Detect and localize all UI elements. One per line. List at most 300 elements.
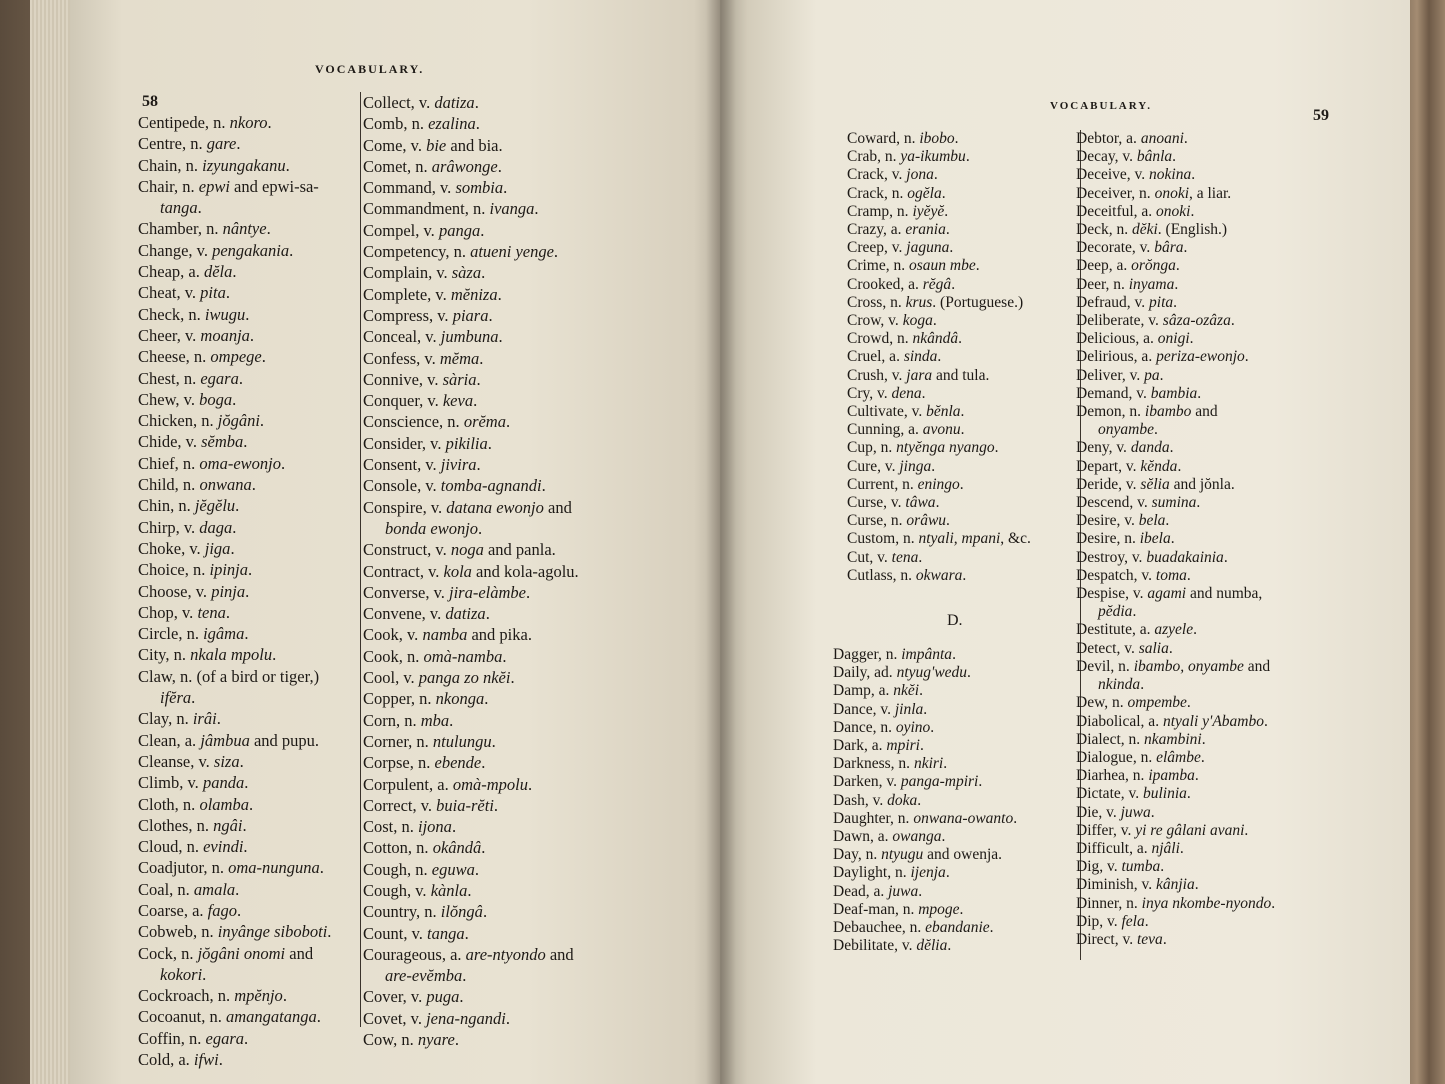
entry-gloss: teva	[1136, 930, 1163, 948]
entry-headword: Cross, n.	[847, 293, 906, 311]
entry-tail: .	[487, 433, 492, 453]
entry-tail: .	[510, 668, 515, 688]
entry-headword: Dialect, n.	[1076, 730, 1145, 748]
vocab-entry	[847, 130, 1082, 148]
entry-tail: .	[931, 457, 936, 475]
vocab-entry	[833, 901, 1073, 919]
entry-headword: Corner, n.	[363, 731, 433, 751]
entry-gloss: nkonga	[435, 689, 485, 709]
entry-tail: .	[1183, 130, 1188, 147]
entry-tail: .	[319, 858, 324, 878]
entry-headword: Connive, v.	[363, 369, 443, 389]
entry-headword: Cold, a.	[138, 1050, 194, 1070]
entry-gloss: ifwi	[193, 1050, 219, 1070]
vocab-entry	[833, 737, 1073, 755]
entry-gloss: mĕniza	[450, 284, 498, 304]
vocab-entry	[138, 176, 366, 197]
vocab-entry	[363, 795, 653, 816]
vocab-entry	[138, 900, 366, 921]
vocab-entry	[138, 921, 366, 942]
entry-headword: Desire, n.	[1076, 530, 1140, 548]
entry-headword: Covet, v.	[363, 1008, 427, 1028]
vocab-entry	[138, 794, 366, 815]
entry-gloss: okândâ	[432, 838, 482, 858]
entry-gloss: tâwa	[905, 494, 936, 512]
entry-headword: Compress, v.	[363, 305, 453, 325]
entry-tail: .	[218, 1050, 223, 1070]
entry-gloss: ntyali y'Abambo	[1162, 712, 1264, 730]
vocab-entry	[1076, 494, 1356, 512]
vocab-entry	[1076, 822, 1356, 840]
vocab-entry	[1076, 749, 1356, 767]
entry-headword: Competency, n.	[363, 242, 471, 262]
entry-tail: .	[1172, 148, 1177, 166]
entry-headword: Dance, n.	[833, 718, 896, 736]
vocab-entry	[1076, 330, 1356, 348]
entry-gloss: bela	[1138, 512, 1166, 530]
entry-gloss: keva	[442, 391, 474, 411]
vocab-entry	[1076, 312, 1356, 330]
entry-gloss: koga	[902, 312, 933, 330]
entry-gloss: ibambo, onyambe	[1133, 657, 1244, 675]
entry-headword: Dark, a.	[833, 737, 887, 755]
entry-headword: Cheap, a.	[138, 262, 204, 282]
entry-gloss: atueni yenge	[470, 242, 554, 262]
entry-gloss: ntyĕnga nyango	[896, 439, 995, 457]
entry-gloss: salia	[1138, 639, 1169, 657]
vocab-entry	[1076, 385, 1356, 403]
entry-tail: .	[975, 257, 980, 275]
vocab-entry	[138, 644, 366, 665]
entry-gloss: oyino	[895, 718, 931, 736]
vocab-entry	[1076, 567, 1356, 585]
entry-gloss: ijenja	[910, 864, 946, 882]
vocab-entry	[1076, 804, 1356, 822]
entry-tail: .	[921, 384, 926, 402]
entry-headword: Chin, n.	[138, 496, 195, 516]
entry-tail: .	[1162, 930, 1167, 948]
entry-headword: Conquer, v.	[363, 391, 443, 411]
entry-gloss: pita	[1149, 293, 1174, 311]
entry-gloss: bie	[426, 135, 447, 155]
entry-tail: .	[232, 262, 237, 282]
entry-tail: .	[1165, 512, 1170, 530]
vocab-entry	[363, 177, 653, 198]
entry-headword: Crack, n.	[847, 184, 908, 202]
entry-tail: .	[481, 753, 486, 773]
vocab-entry	[138, 602, 366, 623]
entry-gloss: pĕdia	[1098, 603, 1133, 621]
entry-tail: .	[945, 864, 950, 882]
entry-headword: Crab, n.	[847, 148, 901, 166]
entry-headword: Daily, ad.	[833, 664, 897, 682]
entry-tail: .	[202, 964, 207, 984]
entry-headword: Cloud, n.	[138, 837, 204, 857]
vocab-entry	[363, 475, 653, 496]
entry-headword: Depart, v.	[1076, 457, 1141, 475]
entry-headword: Comb, n.	[363, 114, 429, 134]
entry-gloss: pita	[200, 283, 226, 303]
entry-headword: Die, v.	[1076, 803, 1121, 821]
vocab-entry	[363, 901, 653, 922]
entry-tail: .	[449, 710, 454, 730]
entry-headword: Darken, v.	[833, 773, 901, 791]
entry-gloss: periza-ewonjo	[1156, 348, 1245, 366]
entry-gloss: agami	[1147, 585, 1187, 603]
entry-gloss: bânla	[1136, 148, 1173, 166]
entry-gloss: jŏgâni onomi	[197, 943, 286, 963]
vocab-entry	[138, 495, 366, 516]
entry-gloss: iwugu	[204, 304, 246, 324]
vocab-entry	[138, 389, 366, 410]
vocab-entry	[363, 944, 653, 965]
entry-gloss: sĕmba	[201, 432, 244, 452]
entry-headword: Defraud, v.	[1076, 293, 1150, 311]
entry-tail: .	[1186, 694, 1191, 712]
entry-headword: Choke, v.	[138, 538, 205, 558]
vocab-entry	[833, 719, 1073, 737]
entry-gloss: sâza-ozâza	[1162, 312, 1231, 330]
vocab-entry	[363, 92, 653, 113]
entry-gloss: nkambini	[1144, 730, 1202, 748]
entry-tail: .	[917, 791, 922, 809]
vocab-entry	[363, 198, 653, 219]
entry-gloss: ya-ikumbu	[900, 148, 966, 166]
entry-gloss: ezalina	[428, 114, 476, 134]
entry-gloss: onwana	[199, 475, 252, 495]
entry-tail: .	[941, 184, 946, 202]
entry-tail: .	[1194, 767, 1199, 785]
entry-tail: .	[960, 403, 965, 421]
entry-headword: Creep, v.	[847, 239, 907, 257]
entry-tail: .	[941, 828, 946, 846]
entry-tail: .	[918, 882, 923, 900]
entry-gloss: nkala mpolu	[190, 645, 273, 665]
vocab-entry	[363, 113, 653, 134]
entry-headword: Custom, n.	[847, 530, 919, 548]
vocab-entry	[138, 708, 366, 729]
entry-tail: and kola-agolu.	[471, 561, 579, 581]
entry-tail: . (Portuguese.)	[932, 293, 1024, 311]
vocab-column-d	[1076, 130, 1356, 949]
entry-headword: Complete, v.	[363, 284, 451, 304]
entry-headword: Delicious, a.	[1076, 330, 1158, 348]
vocab-entry	[138, 879, 366, 900]
entry-gloss: njâli	[1151, 839, 1180, 857]
entry-tail: .	[525, 582, 531, 602]
entry-headword: Compel, v.	[363, 220, 439, 240]
entry-headword: Child, n.	[138, 475, 200, 495]
entry-gloss: nyare	[417, 1030, 455, 1050]
entry-tail: .	[1179, 839, 1184, 857]
vocab-entry	[847, 294, 1082, 312]
entry-tail: .	[191, 688, 196, 708]
entry-tail: .	[251, 475, 256, 495]
entry-gloss: jinla	[894, 700, 924, 718]
column-rule-left	[360, 92, 361, 1027]
entry-gloss: jinga	[899, 457, 932, 475]
entry-headword: Country, n.	[363, 902, 441, 922]
entry-tail: .	[1144, 912, 1149, 930]
entry-tail: .	[244, 1028, 249, 1048]
vocab-entry	[833, 682, 1073, 700]
entry-gloss: noga	[450, 540, 484, 560]
entry-gloss: orŏnga	[1131, 257, 1176, 275]
entry-tail: .	[479, 348, 484, 368]
vocab-entry	[1076, 585, 1356, 603]
entry-headword: Deride, v.	[1076, 475, 1141, 493]
entry-tail: .	[937, 348, 942, 366]
entry-gloss: siza	[213, 751, 240, 771]
entry-tail: .	[236, 134, 241, 154]
entry-tail: .	[967, 664, 971, 682]
entry-headword: Clean, a.	[138, 730, 201, 750]
entry-tail: and panla.	[483, 540, 556, 560]
entry-tail: .	[1170, 530, 1175, 548]
entry-gloss: erania	[905, 221, 946, 239]
entry-gloss: ivanga	[489, 199, 535, 219]
entry-headword: Copper, n.	[363, 689, 436, 709]
vocab-entry	[847, 458, 1082, 476]
entry-headword: Corpulent, a.	[363, 774, 453, 794]
entry-headword: Choice, n.	[138, 560, 210, 580]
vocab-entry	[138, 836, 366, 857]
entry-headword: Coadjutor, n.	[138, 858, 229, 878]
entry-gloss: onigi	[1157, 330, 1190, 348]
entry-gloss: oma-ewonjo	[199, 453, 281, 473]
entry-gloss: ntyugu	[881, 846, 924, 864]
entry-tail: .	[962, 566, 967, 584]
vocab-entry	[138, 623, 366, 644]
entry-tail: and epwi-sa-	[229, 176, 319, 196]
entry-tail: .	[316, 1007, 321, 1027]
entry-tail: .	[1160, 858, 1165, 876]
entry-tail: .	[1159, 366, 1164, 384]
vocab-entry	[363, 582, 653, 603]
entry-tail: .	[285, 155, 290, 175]
entry-tail: .	[949, 239, 954, 257]
entry-gloss: ompege	[210, 347, 262, 367]
entry-tail: .	[245, 304, 250, 324]
entry-headword: Cheat, v.	[138, 283, 201, 303]
vocab-entry	[847, 421, 1082, 439]
entry-headword: Contract, v.	[363, 561, 444, 581]
vocab-entry	[363, 880, 653, 901]
entry-tail: .	[958, 330, 962, 348]
entry-headword: Construct, v.	[363, 540, 451, 560]
entry-tail: .	[281, 453, 286, 473]
entry-gloss: mpĕnjo	[234, 986, 283, 1006]
vocab-entry	[138, 538, 366, 559]
entry-tail: .	[232, 517, 237, 537]
entry-tail: .	[932, 312, 937, 330]
entry-gloss: nokina	[1149, 166, 1192, 184]
entry-gloss: tomba-agnandi	[440, 476, 542, 496]
entry-tail: .	[1132, 603, 1137, 621]
entry-gloss: jena-ngandi	[426, 1008, 506, 1028]
entry-tail: .	[534, 199, 539, 219]
entry-gloss: panga zo nkĕi	[418, 668, 511, 688]
vocab-entry	[1076, 458, 1356, 476]
entry-tail: .	[1244, 821, 1249, 839]
vocab-entry	[1076, 785, 1356, 803]
entry-gloss: datiza	[445, 604, 486, 624]
entry-gloss: ebende	[434, 753, 482, 773]
entry-headword: Dictate, v.	[1076, 785, 1143, 803]
entry-headword: Dialogue, n.	[1076, 748, 1157, 766]
entry-gloss: buia-rĕti	[436, 795, 494, 815]
vocab-entry	[138, 368, 366, 389]
entry-tail: .	[1190, 202, 1195, 220]
entry-headword: Cover, v.	[363, 987, 427, 1007]
entry-tail: .	[216, 709, 221, 729]
entry-gloss: nkiri	[913, 755, 944, 773]
vocab-entry	[1076, 257, 1356, 275]
vocab-entry	[1076, 549, 1356, 567]
entry-headword: Cook, v.	[363, 625, 423, 645]
entry-tail: and tula.	[932, 366, 990, 384]
vocab-entry	[138, 985, 366, 1006]
entry-tail: .	[476, 455, 481, 475]
entry-headword: Coarse, a.	[138, 900, 208, 920]
entry-gloss: ompembe	[1127, 694, 1187, 712]
page-number-right: 59	[1313, 107, 1329, 124]
vocab-entry	[1076, 676, 1356, 694]
vocab-entry	[833, 864, 1073, 882]
entry-gloss: krus	[905, 293, 933, 311]
entry-headword: Dig, v.	[1076, 858, 1122, 876]
vocab-entry	[1076, 530, 1356, 548]
entry-gloss: tena	[197, 602, 226, 622]
entry-headword: Convene, v.	[363, 604, 446, 624]
entry-gloss: epwi	[198, 176, 230, 196]
entry-gloss: juwa	[1120, 803, 1151, 821]
entry-gloss: puga	[426, 987, 460, 1007]
entry-headword: Deck, n.	[1076, 221, 1132, 239]
entry-tail: .	[244, 773, 249, 793]
entry-headword: Centipede, n.	[138, 113, 230, 132]
vocab-entry	[138, 964, 366, 985]
vocab-entry	[363, 369, 653, 390]
entry-tail: and pupu.	[249, 730, 320, 750]
entry-gloss: olamba	[199, 794, 249, 814]
entry-headword: Deep, a.	[1076, 257, 1132, 275]
entry-tail: .	[930, 718, 935, 736]
entry-gloss: sinda	[903, 348, 938, 366]
entry-gloss: ntyali, mpani	[918, 530, 1001, 548]
vocab-entry	[1076, 348, 1356, 366]
entry-tail: .	[491, 731, 496, 751]
vocab-entry	[1076, 731, 1356, 749]
entry-tail: .	[497, 284, 502, 304]
entry-gloss: kokori	[160, 964, 203, 984]
entry-tail: .	[959, 900, 964, 918]
entry-tail: .	[1177, 457, 1182, 475]
entry-tail: .	[943, 755, 948, 773]
entry-headword: Daylight, n.	[833, 864, 911, 882]
vocab-entry	[1076, 603, 1356, 621]
entry-headword: Chest, n.	[138, 368, 201, 388]
vocab-entry	[138, 240, 366, 261]
entry-tail: .	[243, 837, 248, 857]
entry-headword: Cut, v.	[847, 548, 892, 566]
entry-headword: Dash, v.	[833, 791, 888, 809]
right-page	[720, 0, 1410, 1084]
entry-headword: Cotton, n.	[363, 838, 433, 858]
entry-headword: Cultivate, v.	[847, 403, 927, 421]
vocab-entry	[833, 810, 1073, 828]
entry-tail: and	[545, 944, 574, 964]
vocab-entry	[363, 411, 653, 432]
entry-tail: .	[994, 439, 999, 457]
entry-gloss: ntyug'wedu	[896, 664, 968, 682]
entry-tail: .	[451, 817, 457, 837]
vocab-entry	[1076, 913, 1356, 931]
vocab-entry	[138, 687, 366, 708]
entry-gloss: dena	[891, 384, 922, 402]
entry-gloss: fago	[207, 900, 237, 920]
vocab-entry	[833, 828, 1073, 846]
entry-gloss: jŏgâni	[217, 411, 260, 431]
vocab-entry	[1076, 221, 1356, 239]
entry-tail: .	[1271, 894, 1276, 912]
entry-headword: Comet, n.	[363, 156, 432, 176]
vocab-entry	[138, 304, 366, 325]
entry-gloss: inya nkombe-nyondo	[1141, 894, 1272, 912]
running-head-right: VOCABULARY.	[1050, 100, 1152, 112]
entry-tail: .	[327, 922, 332, 942]
entry-tail: .	[1183, 239, 1188, 257]
entry-headword: Dip, v.	[1076, 912, 1122, 930]
entry-gloss: tanga	[427, 923, 465, 943]
entry-tail: .	[923, 700, 928, 718]
entry-headword: Deceiver, n.	[1076, 184, 1155, 202]
entry-headword: Current, n.	[847, 475, 918, 493]
entry-tail: .	[473, 391, 478, 411]
entry-headword: Coffin, n.	[138, 1028, 206, 1048]
entry-headword: Darkness, n.	[833, 755, 914, 773]
entry-tail: .	[497, 156, 502, 176]
vocab-entry	[138, 112, 366, 133]
entry-headword: Diarhea, n.	[1076, 767, 1149, 785]
vocab-entry	[138, 857, 366, 878]
entry-headword: Delirious, a.	[1076, 348, 1157, 366]
vocab-entry	[847, 403, 1082, 421]
entry-headword: Clay, n.	[138, 709, 193, 729]
entry-tail: .	[475, 114, 480, 134]
vocab-column-b	[363, 92, 653, 1050]
entry-gloss: pengakania	[212, 240, 290, 260]
vocab-entry	[138, 559, 366, 580]
entry-headword: Dinner, n.	[1076, 894, 1142, 912]
entry-gloss: nkoro	[229, 113, 268, 132]
vocab-entry	[847, 221, 1082, 239]
entry-gloss: gare	[206, 134, 237, 154]
vocab-entry	[1076, 713, 1356, 731]
entry-headword: Dagger, n.	[833, 646, 902, 663]
entry-tail: .	[919, 682, 923, 700]
vocab-entry	[1076, 512, 1356, 530]
entry-gloss: jara	[906, 366, 933, 384]
vocab-entry	[1076, 421, 1356, 439]
vocab-entry	[363, 454, 653, 475]
vocab-entry	[847, 239, 1082, 257]
entry-gloss: egara	[200, 368, 239, 388]
entry-gloss: jĕgĕlu	[194, 496, 236, 516]
vocab-entry	[363, 220, 653, 241]
entry-tail: , a liar.	[1189, 184, 1232, 202]
entry-gloss: fela	[1121, 912, 1145, 930]
